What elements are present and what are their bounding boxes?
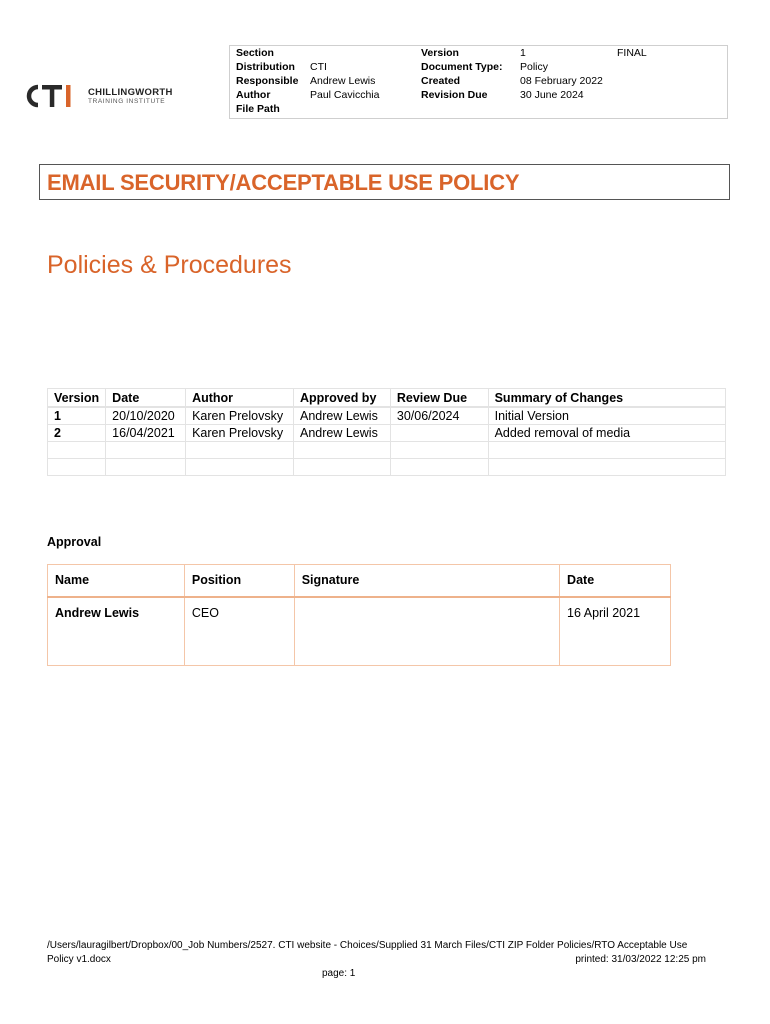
version-value: 1 [520,47,526,59]
cti-logo-mark [24,82,84,110]
table-cell: 20/10/2020 [106,407,186,425]
table-cell [106,442,186,459]
revision-due-value: 30 June 2024 [520,89,584,101]
responsible-label: Responsible [236,75,299,87]
table-cell [48,442,106,459]
table-row [48,425,726,442]
logo-company-name: CHILLINGWORTH [88,87,173,98]
table-cell: 2 [48,425,106,442]
table-cell: 1 [48,407,106,425]
doctype-value: Policy [520,61,549,73]
column-header: Date [560,565,671,598]
table-cell: 16/04/2021 [106,425,186,442]
author-value: Paul Cavicchia [310,89,380,101]
document-info-box [229,45,728,119]
approval-table [47,564,671,666]
document-title: EMAIL SECURITY/ACCEPTABLE USE POLICY [47,170,520,195]
approver-name: Andrew Lewis [48,597,185,666]
company-logo [24,82,194,110]
footer-file-path: /Users/lauragilbert/Dropbox/00_Job Numbers/2527. CTI website - Choices/Supplied 31 March Files/CTI ZIP Folder Policies/RTO Acceptable Use [47,940,688,951]
table-cell [488,442,725,459]
table-cell [186,442,294,459]
responsible-value: Andrew Lewis [310,75,376,87]
table-header-row [48,565,671,598]
doctype-label: Document Type: [421,61,503,73]
column-header: Name [48,565,185,598]
table-cell [390,425,488,442]
table-cell: Karen Prelovsky [186,425,294,442]
table-header-row [48,389,726,408]
table-row [48,442,726,459]
page-number: page: 1 [322,968,356,979]
approver-position: CEO [184,597,294,666]
approval-heading: Approval [47,535,102,549]
version-history-table [47,388,726,476]
table-cell: 30/06/2024 [390,407,488,425]
table-cell [294,459,391,476]
table-cell: Andrew Lewis [294,425,391,442]
table-cell: Initial Version [488,407,725,425]
table-cell [294,442,391,459]
section-label: Section [236,47,274,59]
footer-file-name: Policy v1.docx [47,954,111,965]
table-row [48,407,726,425]
table-cell [48,459,106,476]
table-cell: Added removal of media [488,425,725,442]
table-cell [186,459,294,476]
column-header: Review Due [390,389,488,408]
distribution-value: CTI [310,61,327,73]
column-header: Summary of Changes [488,389,725,408]
table-row [48,459,726,476]
column-header: Position [184,565,294,598]
document-subtitle: Policies & Procedures [47,251,292,279]
footer-line-2 [47,954,706,965]
distribution-label: Distribution [236,61,295,73]
table-cell: Karen Prelovsky [186,407,294,425]
column-header: Author [186,389,294,408]
table-row [48,597,671,666]
version-label: Version [421,47,459,59]
approval-date: 16 April 2021 [560,597,671,666]
signature-cell [294,597,559,666]
created-label: Created [421,75,461,87]
column-header: Approved by [294,389,391,408]
created-value: 08 February 2022 [520,75,603,87]
author-label: Author [236,89,271,101]
logo-tagline: TRAINING INSTITUTE [88,98,166,105]
revision-due-label: Revision Due [421,89,488,101]
table-cell [488,459,725,476]
title-box [39,164,730,200]
column-header: Version [48,389,106,408]
column-header: Date [106,389,186,408]
table-cell: Andrew Lewis [294,407,391,425]
filepath-label: File Path [236,103,280,115]
column-header: Signature [294,565,559,598]
table-cell [106,459,186,476]
table-cell [390,442,488,459]
status-value: FINAL [617,47,647,59]
table-cell [390,459,488,476]
footer-printed-date: printed: 31/03/2022 12:25 pm [575,954,706,965]
